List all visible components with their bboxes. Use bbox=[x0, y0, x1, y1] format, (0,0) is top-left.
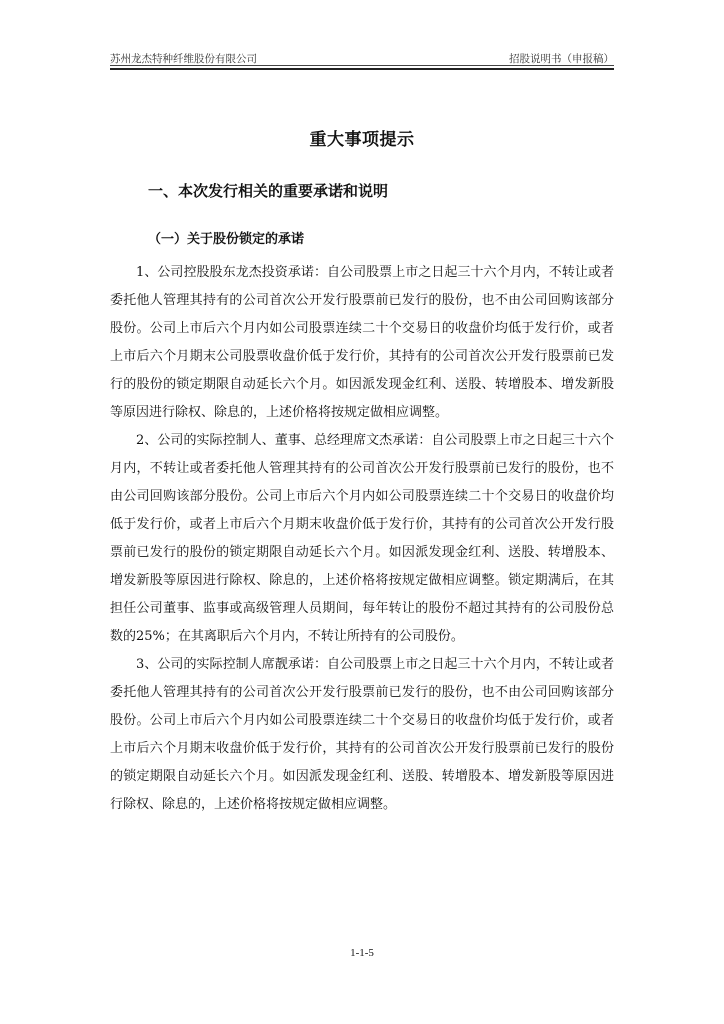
section-heading: 一、本次发行相关的重要承诺和说明 bbox=[148, 182, 389, 200]
header-company-name: 苏州龙杰特种纤维股份有限公司 bbox=[110, 53, 257, 65]
body-text bbox=[110, 259, 614, 819]
paragraph-2: 2、公司的实际控制人、董事、总经理席文杰承诺：自公司股票上市之日起三十六个月内，不转让或者委托他人管理其持有的公司首次公开发行股票前已发行的股份，也不由公司回购该部分股份。公司上市后六个月内如公司股票连续二十个交易日的收盘价均低于发行价，或者上市后六个月期末收盘价低于发行价，其持有的公司首次公开发行股票前已发行的股份的锁定期限自动延长六个月。如因派发现金红利、送股、转增股本、增发新股等原因进行除权、除息的，上述价格将按规定做相应调整。锁定期满后，在其担任公司董事、监事或高级管理人员期间，每年转让的股份不超过其持有的公司股份总数的25%；在其离职后六个月内，不转让所持有的公司股份。 bbox=[110, 433, 614, 644]
paragraph-1: 1、公司控股股东龙杰投资承诺：自公司股票上市之日起三十六个月内，不转让或者委托他人管理其持有的公司首次公开发行股票前已发行的股份，也不由公司回购该部分股份。公司上市后六个月内如公司股票连续二十个交易日的收盘价均低于发行价，或者上市后六个月期末公司股票收盘价低于发行价，其持有的公司首次公开发行股票前已发行的股份的锁定期限自动延长六个月。如因派发现金红利、送股、转增股本、增发新股等原因进行除权、除息的，上述价格将按规定做相应调整。 bbox=[110, 265, 614, 420]
subsection-heading: （一）关于股份锁定的承诺 bbox=[148, 232, 305, 247]
header-divider-thick bbox=[110, 68, 614, 70]
paragraph-3: 3、公司的实际控制人席靓承诺：自公司股票上市之日起三十六个月内，不转让或者委托他人管理其持有的公司首次公开发行股票前已发行的股份，也不由公司回购该部分股份。公司上市后六个月内如公司股票连续二十个交易日的收盘价均低于发行价，或者上市后六个月期末收盘价低于发行价，其持有的公司首次公开发行股票前已发行的股份的锁定期限自动延长六个月。如因派发现金红利、送股、转增股本、增发新股等原因进行除权、除息的，上述价格将按规定做相应调整。 bbox=[110, 657, 614, 812]
page-title: 重大事项提示 bbox=[309, 130, 415, 150]
header-document-type: 招股说明书（申报稿） bbox=[509, 53, 614, 65]
page-number: 1-1-5 bbox=[350, 947, 374, 959]
header-divider-thin bbox=[110, 65, 614, 66]
